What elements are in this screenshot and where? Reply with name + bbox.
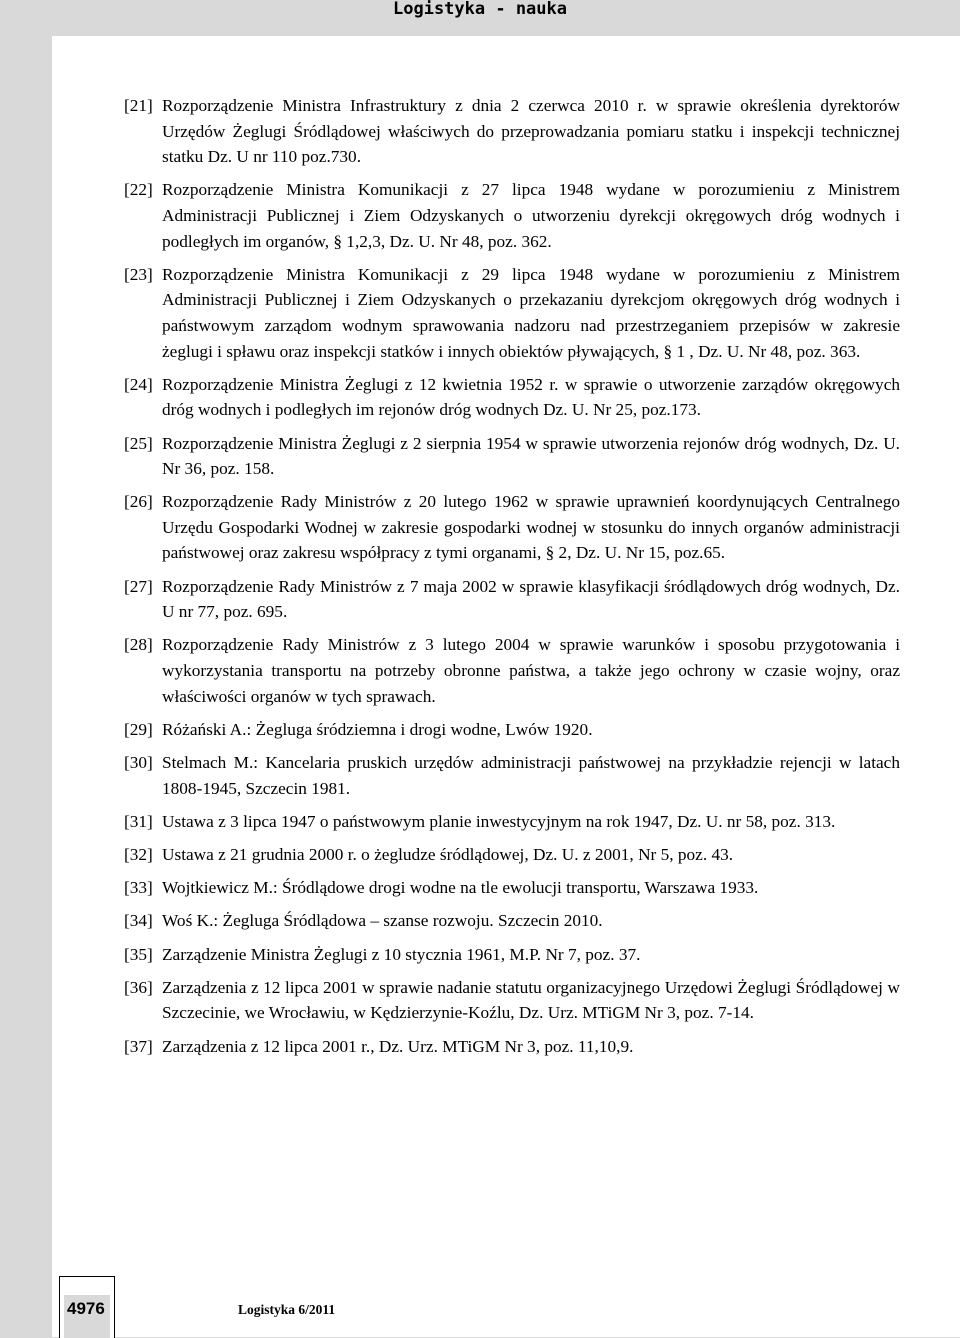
reference-number: [33] bbox=[124, 878, 153, 898]
reference-text: Rozporządzenie Rady Ministrów z 7 maja 2002 w sprawie klasyfikacji śródlądowych dróg wodnych, Dz. U nr 77, poz. 695. bbox=[162, 576, 900, 622]
reference-item bbox=[124, 574, 900, 625]
reference-number: [22] bbox=[124, 180, 153, 200]
reference-item bbox=[124, 717, 900, 743]
reference-item bbox=[124, 93, 900, 170]
reference-number: [23] bbox=[124, 264, 153, 284]
reference-item bbox=[124, 842, 900, 868]
reference-text: Zarządzenia z 12 lipca 2001 r., Dz. Urz. MTiGM Nr 3, poz. 11,10,9. bbox=[162, 1036, 634, 1056]
reference-number: [34] bbox=[124, 911, 153, 931]
reference-number: [24] bbox=[124, 374, 153, 394]
header-title: Logistyka - nauka bbox=[393, 0, 567, 19]
reference-text: Zarządzenie Ministra Żeglugi z 10 stycznia 1961, M.P. Nr 7, poz. 37. bbox=[162, 944, 641, 964]
reference-number: [31] bbox=[124, 811, 153, 831]
page-sheet bbox=[52, 36, 960, 1337]
reference-number: [30] bbox=[124, 753, 153, 772]
reference-number: [35] bbox=[124, 944, 153, 964]
reference-text: Zarządzenia z 12 lipca 2001 w sprawie nadanie statutu organizacyjnego Urzędowi Żeglugi Śródlądowej w Szczecinie, we Wrocławiu, w Kędzierzynie-Koźlu, Dz. Urz. MTiGM Nr 3, poz. 7-14. bbox=[162, 977, 900, 1023]
reference-number: [36] bbox=[124, 977, 153, 997]
reference-number: [26] bbox=[124, 492, 153, 512]
reference-number: [25] bbox=[124, 433, 153, 453]
reference-text: Rozporządzenie Rady Ministrów z 3 lutego 2004 w sprawie warunków i sposobu przygotowania i wykorzystania transportu na potrzeby obronne państwa, a także jego ochrony w czasie wojny, oraz właściwości organów w tych sprawach. bbox=[162, 635, 900, 706]
reference-item bbox=[124, 372, 900, 423]
reference-list bbox=[124, 93, 900, 1067]
reference-number: [29] bbox=[124, 719, 153, 739]
reference-item bbox=[124, 975, 900, 1026]
reference-text: Ustawa z 3 lipca 1947 o państwowym planie inwestycyjnym na rok 1947, Dz. U. nr 58, poz. 313. bbox=[162, 811, 836, 831]
reference-text: Ustawa z 21 grudnia 2000 r. o żegludze śródlądowej, Dz. U. z 2001, Nr 5, poz. 43. bbox=[162, 844, 734, 864]
reference-text: Rozporządzenie Ministra Żeglugi z 2 sierpnia 1954 w sprawie utworzenia rejonów dróg wodnych, Dz. U. Nr 36, poz. 158. bbox=[162, 433, 900, 479]
reference-item bbox=[124, 809, 900, 835]
journal-issue: Logistyka 6/2011 bbox=[238, 1302, 336, 1317]
running-header bbox=[0, 0, 960, 34]
reference-text: Rozporządzenie Rady Ministrów z 20 lutego 1962 w sprawie uprawnień koordynujących Centralnego Urzędu Gospodarki Wodnej w zakresie gospodarki wodnej w stosunku do innych organów administracji państwowej oraz zakresu współpracy z tymi organami, § 2, Dz. U. Nr 15, poz.65. bbox=[162, 492, 900, 563]
reference-number: [37] bbox=[124, 1036, 153, 1056]
reference-item bbox=[124, 177, 900, 254]
reference-text: Wojtkiewicz M.: Śródlądowe drogi wodne na tle ewolucji transportu, Warszawa 1933. bbox=[162, 878, 759, 898]
page-number: 4976 bbox=[67, 1299, 105, 1318]
reference-item bbox=[124, 750, 900, 801]
reference-number: [21] bbox=[124, 96, 153, 115]
reference-text: Rozporządzenie Ministra Infrastruktury z dnia 2 czerwca 2010 r. w sprawie określenia dyrektorów Urzędów Żeglugi Śródlądowej właściwych do przeprowadzania pomiaru statku i inspekcji technicznej statku Dz. U nr 110 poz.730. bbox=[162, 96, 900, 167]
reference-item bbox=[124, 908, 900, 934]
reference-text: Woś K.: Żegluga Śródlądowa – szanse rozwoju. Szczecin 2010. bbox=[162, 911, 603, 931]
reference-item bbox=[124, 431, 900, 482]
reference-text: Rozporządzenie Ministra Komunikacji z 27 lipca 1948 wydane w porozumieniu z Ministrem Administracji Publicznej i Ziem Odzyskanych o utworzeniu dyrekcji okręgowych dróg wodnych i podległych im organów, § 1,2,3, Dz. U. Nr 48, poz. 362. bbox=[162, 180, 900, 251]
reference-text: Stelmach M.: Kancelaria pruskich urzędów administracji państwowej na przykładzie rejencji w latach 1808-1945, Szczecin 1981. bbox=[162, 753, 900, 798]
reference-number: [32] bbox=[124, 844, 153, 864]
reference-item bbox=[124, 942, 900, 968]
reference-item bbox=[124, 262, 900, 364]
reference-item bbox=[124, 1034, 900, 1060]
reference-item bbox=[124, 875, 900, 901]
reference-item bbox=[124, 632, 900, 709]
reference-number: [27] bbox=[124, 576, 153, 596]
reference-text: Różański A.: Żegluga śródziemna i drogi wodne, Lwów 1920. bbox=[162, 719, 593, 739]
reference-item bbox=[124, 489, 900, 566]
reference-text: Rozporządzenie Ministra Komunikacji z 29 lipca 1948 wydane w porozumieniu z Ministrem Administracji Publicznej i Ziem Odzyskanych o przekazaniu dyrekcjom okręgowych dróg wodnych i państwowym zarządom wodnym sprawowania nadzoru nad przestrzeganiem przepisów w zakresie żeglugi i spławu oraz inspekcji statków i innych obiektów pływających, § 1 , Dz. U. Nr 48, poz. 363. bbox=[162, 264, 900, 361]
reference-number: [28] bbox=[124, 635, 153, 655]
reference-text: Rozporządzenie Ministra Żeglugi z 12 kwietnia 1952 r. w sprawie o utworzenie zarządów okręgowych dróg wodnych i podległych im rejonów dróg wodnych Dz. U. Nr 25, poz.173. bbox=[162, 374, 900, 420]
